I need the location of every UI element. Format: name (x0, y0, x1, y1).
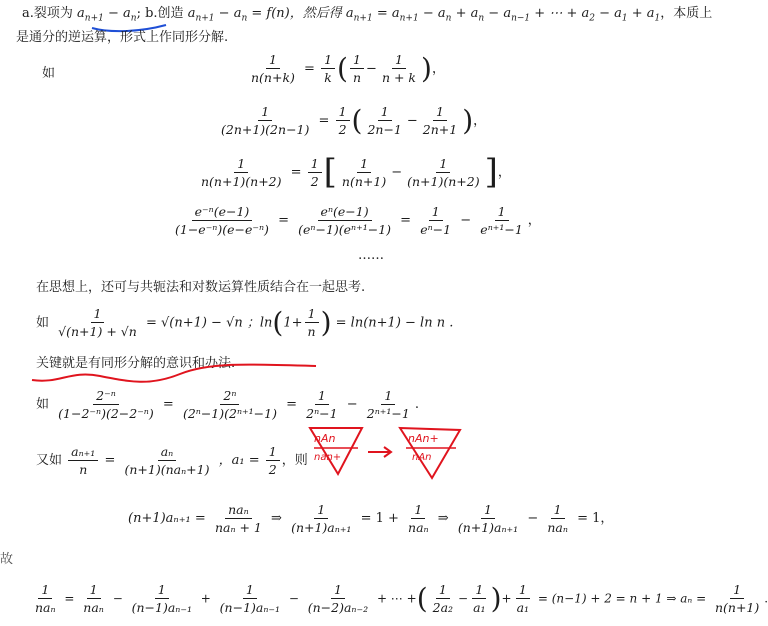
key-sentence: 关键就是有同形分解的意识和办法. (36, 356, 236, 371)
handwriting-right-bottom: nAn (412, 452, 432, 463)
pow-f1: $\frac{\text{2⁻ⁿ}}{\text{(1−2⁻ⁿ)(2−2⁻ⁿ)}}$ (58, 388, 154, 421)
pow-f3: $\frac{1}{\text{2ⁿ−1}}$ (306, 388, 338, 421)
f1-lhs: $\frac{1}{n(n+k)}$ (251, 52, 295, 86)
handwritten-fraction-annotation (300, 422, 480, 482)
f3-a: $\frac{1}{n(n+1)}$ (341, 155, 387, 189)
rec-f3: $\frac{1}{2}$ (266, 444, 280, 477)
derive-f3: $\frac{1}{\text{naₙ}}$ (408, 502, 429, 535)
formula-1: $\frac{1}{n(n+k)}$ = $\frac{1}{k}$ ( $\frac{1}{n}$ − $\frac{1}{n + k}$ )， (246, 52, 445, 86)
final-eq: = (64, 591, 75, 606)
f4-eq: = (278, 213, 289, 228)
final-f8: $\frac{1}{n(n+1)}$ (714, 582, 760, 616)
conj-frac: $\frac{1}{√(n+1) + √n}$ (58, 306, 137, 340)
final-rhs: = (n−1) + 2 = n + 1 ⇒ aₙ = (537, 591, 707, 606)
f2-a: $\frac{1}{2n-1}$ (367, 104, 402, 138)
f4-end: ， (527, 213, 541, 228)
header-create: $a_{n+1} - a_n$ (187, 6, 248, 24)
final-f4: $\frac{1}{\text{(n−2)aₙ₋₂}}$ (307, 582, 369, 616)
f4-lhs: $\frac{\text{e⁻ⁿ(e−1)}}{\text{(1−e⁻ⁿ)(e−e⁻ⁿ)}}$ (175, 204, 269, 237)
final-f6: $\frac{1}{\text{a₁}}$ (473, 582, 486, 616)
f4-mid: $\frac{\text{eⁿ(e−1)}}{\text{(eⁿ−1)(eⁿ⁺¹−1)}}$ (298, 204, 392, 237)
ellipsis: …… (358, 248, 384, 263)
header-sum: − a (422, 6, 446, 21)
pow-f4: $\frac{1}{\text{2ⁿ⁺¹−1}}$ (366, 388, 410, 421)
derive-f2: $\frac{1}{\text{(n+1)aₙ₊₁}}$ (291, 502, 352, 535)
final-m2: − (288, 591, 299, 606)
header-dots: + ⋯ + a (534, 6, 590, 21)
f4-eq2: = (400, 213, 412, 228)
f4-a: $\frac{1}{\text{eⁿ−1}}$ (420, 204, 452, 237)
example-label: 如 (42, 66, 56, 81)
header-line-1: a.裂项为 $a_{n+1} - a_n$; b.创造 $a_{n+1} - a_n = f(n)$，然后得 $a_{n+1} = a_{n+1} - a_n + a_n - a_{n-1}$ + ⋯ + $a_2 - a_1 + a_1$，本质上 (22, 6, 713, 24)
f1-a: $\frac{1}{n}$ (350, 52, 364, 85)
f3-coef: $\frac{1}{2}$ (308, 156, 322, 189)
f3-lhs: $\frac{1}{n(n+1)(n+2)}$ (201, 155, 282, 189)
final-f1: $\frac{1}{\text{naₙ}}$ (83, 582, 104, 616)
header-last: − a (599, 6, 622, 21)
formula-2: $\frac{1}{(2n+1)(2n-1)}$ = $\frac{1}{2}$ ( $\frac{1}{2n-1}$ − $\frac{1}{2n+1}$ )， (216, 104, 486, 138)
final-f5: $\frac{1}{\text{2a₂}}$ (432, 582, 454, 616)
f2-eq: = (318, 113, 330, 129)
pow-eq2: = (286, 397, 297, 412)
derive-end: = 1， (577, 511, 614, 526)
header-close: ，本质上 (660, 6, 713, 21)
derive-arrow2: ⇒ (437, 511, 449, 526)
derive-f5: $\frac{1}{\text{naₙ}}$ (547, 502, 568, 535)
f2-coef: $\frac{1}{2}$ (336, 104, 350, 137)
header-last2: + a (631, 6, 655, 21)
final-p1: + (200, 591, 211, 606)
f1-coef: $\frac{1}{k}$ (321, 52, 335, 85)
power-line (36, 388, 419, 421)
final-f0: $\frac{1}{\text{naₙ}}$ (35, 582, 56, 616)
conj-ln-frac: $\frac{1}{n}$ (305, 306, 319, 339)
final-line: $\frac{1}{\text{naₙ}}$ = $\frac{1}{\text{naₙ}}$ − $\frac{1}{\text{(n−1)aₙ₋₁}}$ + $\frac{1}{\text{(n−1)aₙ₋₁}}$ − $\frac{1}{\text{(n−2)aₙ₋₂}}$ + ⋯ +( $\frac{1}{\text{2a₂}}$ − $\frac{1}{\text{a₁}}$ )+ $\frac{1}{\text{a₁}}$ = (n−1) + 2 = n + 1 ⇒ aₙ = $\frac{1}{n(n+1)}$ . (30, 582, 768, 616)
f1-end: ， (431, 61, 445, 77)
side-char: 故 (0, 552, 14, 567)
handwriting-left-bottom: nan+ (314, 452, 342, 463)
final-f2: $\frac{1}{\text{(n−1)aₙ₋₁}}$ (131, 582, 192, 616)
formula-3: $\frac{1}{n(n+1)(n+2)}$ = $\frac{1}{2}$ [ $\frac{1}{n(n+1)}$ − $\frac{1}{(n+1)(n+2)}$ ]， (196, 152, 511, 193)
pow-prefix: 如 (36, 397, 50, 412)
rec-f2: $\frac{\text{aₙ}}{\text{(n+1)(naₙ+1)}}$ (124, 444, 210, 477)
derive-lhs: (n+1)aₙ₊₁ = (128, 511, 206, 526)
red-wavy-underline-annotation (30, 360, 320, 388)
rec-prefix: 又如 (36, 453, 63, 468)
f2-end: ， (473, 113, 487, 129)
recurrence-line (36, 444, 308, 477)
pow-end: . (414, 397, 419, 412)
f1-eq: = (304, 61, 315, 77)
derive-f4: $\frac{1}{\text{(n+1)aₙ₊₁}}$ (457, 502, 519, 535)
formula-4 (170, 204, 541, 237)
header-line-2: 是通分的逆运算，形式上作同形分解. (16, 30, 229, 45)
conj-ln-inner: 1+ (283, 315, 303, 331)
header-term: $a_{n+1} - a_n$ (77, 6, 137, 24)
f3-b: $\frac{1}{(n+1)(n+2)}$ (407, 155, 480, 189)
final-f7: $\frac{1}{\text{a₁}}$ (516, 582, 530, 616)
handwriting-right-top: nAn+ (408, 432, 439, 445)
header-prefix: a.裂项为 (22, 6, 78, 21)
header-rest: = f(n)，然后得 a (251, 6, 354, 21)
f2-b: $\frac{1}{2n+1}$ (422, 104, 458, 138)
rec-eq: = (104, 453, 116, 468)
paragraph-1: 在思想上，还可与共轭法和对数运算性质结合在一起思考. (36, 280, 366, 295)
conjugate-line: 如 $\frac{1}{√(n+1) + √n}$ = √(n+1) − √n ；ln(1+ $\frac{1}{n}$ ) = ln(n+1) − ln n . (36, 306, 454, 340)
final-dots: + ⋯ + (376, 591, 417, 606)
header-end: + a (455, 6, 479, 21)
conj-rhs2: = ln(n+1) − ln n . (335, 315, 454, 331)
derive-line (128, 502, 613, 535)
rec-end: ，则 (281, 453, 308, 468)
final-p2: + (501, 591, 512, 606)
f1-b: $\frac{1}{n + k}$ (381, 52, 416, 86)
derive-mid: = 1 + (360, 511, 399, 526)
final-m3: − (458, 591, 469, 606)
header-mid: ; b.创造 (136, 6, 188, 21)
final-m1: − (112, 591, 123, 606)
header-tail: = a (376, 6, 400, 21)
derive-f1: $\frac{\text{naₙ}}{\text{naₙ + 1}}$ (214, 502, 262, 535)
final-end: . (764, 591, 768, 606)
f4-minus: − (460, 213, 472, 228)
final-f3: $\frac{1}{\text{(n−1)aₙ₋₁}}$ (219, 582, 281, 616)
pow-f2: $\frac{\text{2ⁿ}}{\text{(2ⁿ−1)(2ⁿ⁺¹−1)}}$ (182, 388, 277, 421)
f3-eq: = (290, 164, 302, 180)
f2-lhs: $\frac{1}{(2n+1)(2n-1)}$ (221, 104, 310, 138)
handwriting-left-top: nAn (314, 432, 336, 445)
header-final: − a (488, 6, 512, 21)
derive-arrow: ⇒ (271, 511, 282, 526)
conj-rhs: = √(n+1) − √n ；ln (145, 315, 273, 331)
pow-minus: − (346, 397, 358, 412)
derive-minus: − (527, 511, 539, 526)
f4-b: $\frac{1}{\text{eⁿ⁺¹−1}}$ (480, 204, 523, 237)
f3-end: ， (497, 164, 511, 180)
pow-eq: = (162, 397, 174, 412)
rec-mid: ，a₁ = (218, 453, 260, 468)
conj-prefix: 如 (36, 315, 50, 331)
rec-f1: $\frac{\text{aₙ₊₁}}{n}$ (68, 444, 98, 477)
